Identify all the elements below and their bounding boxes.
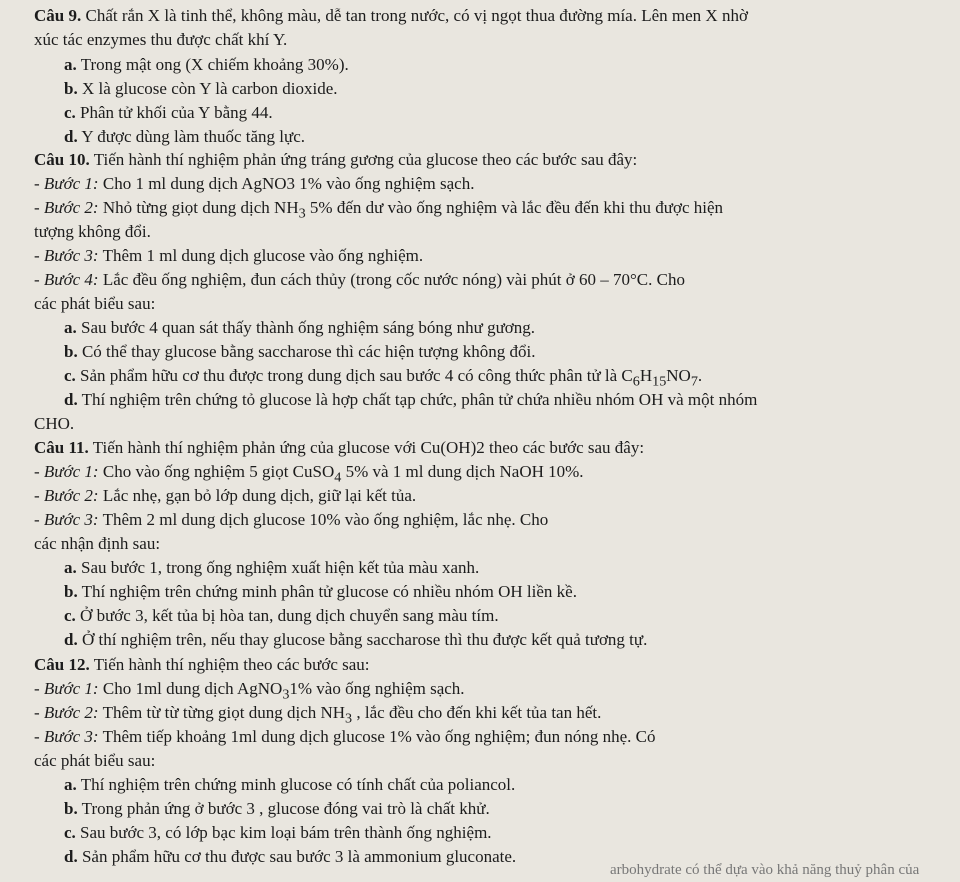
q11-stem: Câu 11. Tiến hành thí nghiệm phản ứng của glucose với Cu(OH)2 theo các bước sau đây: — [34, 438, 645, 457]
q12-option-d: d. Sản phẩm hữu cơ thu được sau bước 3 là ammonium gluconate. — [64, 847, 517, 866]
q10-option-c: c. Sản phẩm hữu cơ thu được trong dung dịch sau bước 4 có công thức phân tử là $C_6H_{15}NO_7$. — [64, 366, 703, 390]
q9-option-a: a. Trong mật ong (X chiếm khoảng 30%). — [64, 55, 349, 74]
q10-step2-cont: tượng không đổi. — [34, 222, 151, 241]
q10-step2: - Bước 2: Nhỏ từng giọt dung dịch $NH_3$ 5% đến dư vào ống nghiệm và lắc đều đến khi thu được hiện — [34, 198, 724, 222]
q11-option-a: a. Sau bước 1, trong ống nghiệm xuất hiện kết tủa màu xanh. — [64, 558, 480, 577]
q11-step3: - Bước 3: Thêm 2 ml dung dịch glucose 10% vào ống nghiệm, lắc nhẹ. Cho — [34, 510, 549, 529]
q11-step3-cont: các nhận định sau: — [34, 534, 161, 553]
q10-option-d-cont: CHO. — [34, 414, 75, 433]
q9-option-d: d. Y được dùng làm thuốc tăng lực. — [64, 127, 305, 146]
q10-option-d: d. Thí nghiệm trên chứng tỏ glucose là hợp chất tạp chức, phân tử chứa nhiều nhóm OH và một nhóm — [64, 390, 758, 409]
q10-option-b: b. Có thể thay glucose bằng saccharose thì các hiện tượng không đổi. — [64, 342, 536, 361]
q12-step3-cont: các phát biểu sau: — [34, 751, 156, 770]
q10-title: Câu 10. — [34, 150, 90, 169]
q9-option-c: c. Phân tử khối của Y bằng 44. — [64, 103, 273, 122]
q9-stem: Chất rắn X là tinh thể, không màu, dễ tan trong nước, có vị ngọt thua đường mía. Lên men X nhờ — [85, 6, 748, 25]
q10-option-a: a. Sau bước 4 quan sát thấy thành ống nghiệm sáng bóng như gương. — [64, 318, 536, 337]
q12-title: Câu 12. — [34, 655, 90, 674]
q10-step4-cont: các phát biểu sau: — [34, 294, 156, 313]
q12-option-c: c. Sau bước 3, có lớp bạc kim loại bám trên thành ống nghiệm. — [64, 823, 492, 842]
q11-option-b: b. Thí nghiệm trên chứng minh phân tử glucose có nhiều nhóm OH liền kề. — [64, 582, 577, 601]
q10-step3: - Bước 3: Thêm 1 ml dung dịch glucose vào ống nghiệm. — [34, 246, 424, 265]
q10-step4: - Bước 4: Lắc đều ống nghiệm, đun cách thủy (trong cốc nước nóng) vài phút ở 60 – 70°C. Cho — [34, 270, 685, 289]
q11-option-c: c. Ở bước 3, kết tủa bị hòa tan, dung dịch chuyển sang màu tím. — [64, 606, 499, 625]
q10-stem: Câu 10. Tiến hành thí nghiệm phản ứng tráng gương của glucose theo các bước sau đây: — [34, 150, 638, 169]
q11-step1: - Bước 1: Cho vào ống nghiệm 5 giọt CuSO$_4$ 5% và 1 ml dung dịch NaOH 10%. — [34, 462, 584, 486]
q12-step3: - Bước 3: Thêm tiếp khoảng 1ml dung dịch glucose 1% vào ống nghiệm; đun nóng nhẹ. Có — [34, 727, 656, 746]
q12-step2: - Bước 2: Thêm từ từ từng giọt dung dịch $NH_3$ , lắc đều cho đến khi kết tủa tan hết. — [34, 703, 602, 727]
q12-step1: - Bước 1: Cho 1ml dung dịch AgNO$_3$1% vào ống nghiệm sạch. — [34, 679, 465, 703]
q11-title: Câu 11. — [34, 438, 89, 457]
q12-option-b: b. Trong phản ứng ở bước 3 , glucose đóng vai trò là chất khử. — [64, 799, 490, 818]
cutoff-text: arbohydrate có thể dựa vào khả năng thuỷ phân của — [610, 862, 920, 878]
q9-option-b: b. X là glucose còn Y là carbon dioxide. — [64, 79, 338, 98]
q11-option-d: d. Ở thí nghiệm trên, nếu thay glucose bằng saccharose thì thu được kết quả tương tự. — [64, 630, 648, 649]
q11-step2: - Bước 2: Lắc nhẹ, gạn bỏ lớp dung dịch, giữ lại kết tủa. — [34, 486, 417, 505]
q12-stem: Câu 12. Tiến hành thí nghiệm theo các bước sau: — [34, 655, 370, 674]
q10-step1: - Bước 1: Cho 1 ml dung dịch AgNO3 1% vào ống nghiệm sạch. — [34, 174, 475, 193]
q9-title: Câu 9. — [34, 6, 82, 25]
q12-option-a: a. Thí nghiệm trên chứng minh glucose có tính chất của poliancol. — [64, 775, 516, 794]
q9-stem-line2: xúc tác enzymes thu được chất khí Y. — [34, 30, 288, 49]
q9-stem-line1 — [34, 6, 748, 26]
